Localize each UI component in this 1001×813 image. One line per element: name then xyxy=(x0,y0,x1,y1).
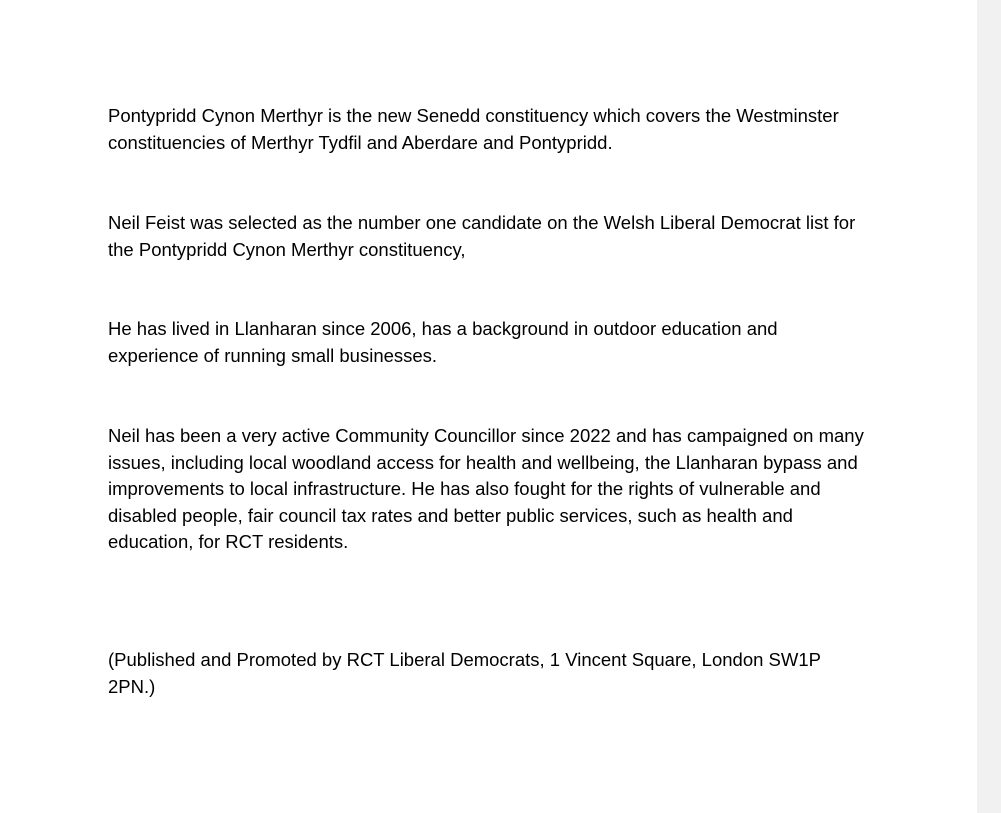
paragraph-candidate-selection: Neil Feist was selected as the number one candidate on the Welsh Liberal Democrat list for the Pontypridd Cynon Merthyr constituency, xyxy=(108,212,856,260)
paragraph-imprint: (Published and Promoted by RCT Liberal Democrats, 1 Vincent Square, London SW1P 2PN.) xyxy=(108,649,821,697)
paragraph-constituency-intro: Pontypridd Cynon Merthyr is the new Senedd constituency which covers the Westminster constituencies of Merthyr Tydfil and Aberdare and Pontypridd. xyxy=(108,105,839,153)
paragraph-candidate-background: He has lived in Llanharan since 2006, has a background in outdoor education and experience of running small businesses. xyxy=(108,318,778,366)
viewer-gutter xyxy=(977,0,1001,813)
paragraph-campaign-record: Neil has been a very active Community Councillor since 2022 and has campaigned on many issues, including local woodland access for health and wellbeing, the Llanharan bypass and improvements to local infrastructure. He has also fought for the rights of vulnerable and disabled people, fair council tax rates and better public services, such as health and education, for RCT residents. xyxy=(108,425,864,552)
